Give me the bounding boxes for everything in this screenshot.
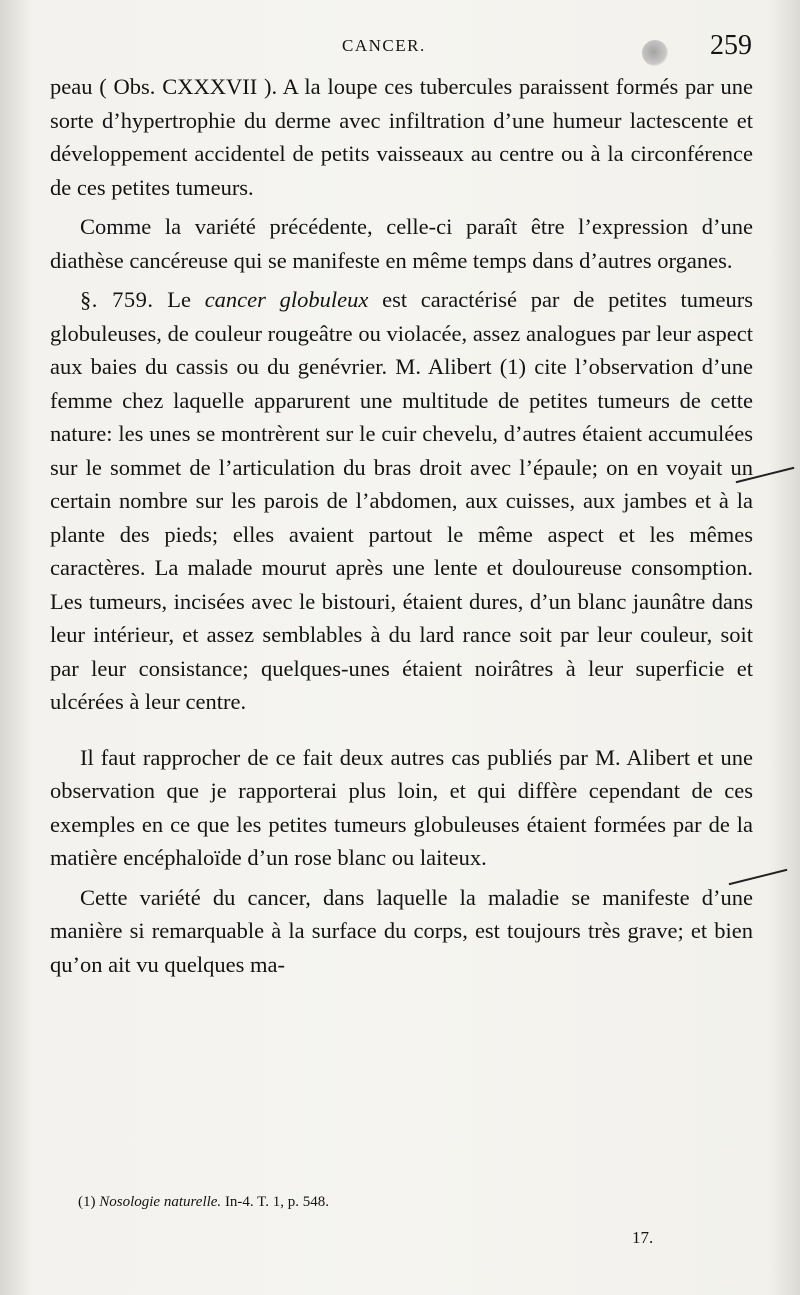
section-number: §. 759. bbox=[80, 287, 154, 312]
body-text bbox=[50, 70, 753, 981]
running-head: CANCER. bbox=[342, 36, 426, 55]
paragraph-4: Il faut rapprocher de ce fait deux autres cas publiés par M. Alibert et une observation que je rapporterai plus loin, et qui diffère cependant de ces exemples en ce que les petites tumeurs globuleuses étaient formées par de la matière encéphaloïde d’un rose blanc ou laiteux. bbox=[50, 744, 753, 870]
paragraph-3-lead: Le bbox=[167, 287, 191, 312]
paragraph-3 bbox=[50, 283, 753, 719]
page-header bbox=[52, 30, 752, 70]
paragraph-1: peau ( Obs. CXXXVII ). A la loupe ces tubercules paraissent formés par une sorte d’hypertrophie du derme avec infiltration d’une humeur lactescente et développement accidentel de petits vaisseaux au centre ou à la circonférence de ces petites tumeurs. bbox=[50, 74, 753, 200]
footnote-marker: (1) bbox=[78, 1194, 96, 1210]
footnote-title: Nosologie naturelle. bbox=[99, 1194, 222, 1210]
paragraph-5: Cette variété du cancer, dans laquelle la maladie se manifeste d’une manière si remarquable à la surface du corps, est toujours très grave; et bien qu’on ait vu quelques ma- bbox=[50, 884, 753, 977]
ink-blot bbox=[642, 40, 668, 66]
term-cancer-globuleux: cancer globuleux bbox=[204, 287, 369, 312]
footnote bbox=[78, 1194, 738, 1211]
page-number: 259 bbox=[710, 30, 752, 61]
signature-mark: 17. bbox=[632, 1228, 654, 1247]
paragraph-2: Comme la variété précédente, celle-ci paraît être l’expression d’une diathèse cancéreuse qui se manifeste en même temps dans d’autres organes. bbox=[50, 214, 753, 273]
footnote-details: In-4. T. 1, p. 548. bbox=[224, 1194, 329, 1210]
paragraph-3-body: est caractérisé par de petites tumeurs globuleuses, de couleur rougeâtre ou violacée, assez analogues par leur aspect aux baies du cassis ou du genévrier. M. Alibert (1) cite l’observation d’une femme chez laquelle apparurent une multitude de petites tumeurs de cette nature: les unes se montrèrent sur le cuir chevelu, d’autres étaient accumulées sur le sommet de l’articulation du bras droit avec l’épaule; on en voyait un certain nombre sur les parois de l’abdomen, aux cuisses, aux jambes et à la plante des pieds; elles avaient partout le même aspect et les mêmes caractères. La malade mourut après une lente et douloureuse consomption. Les tumeurs, incisées avec le bistouri, étaient dures, d’un blanc jaunâtre dans leur intérieur, et assez semblables à du lard rance soit par leur couleur, soit par leur consistance; quelques-unes étaient noirâtres à leur superficie et ulcérées à leur centre. bbox=[50, 287, 754, 714]
